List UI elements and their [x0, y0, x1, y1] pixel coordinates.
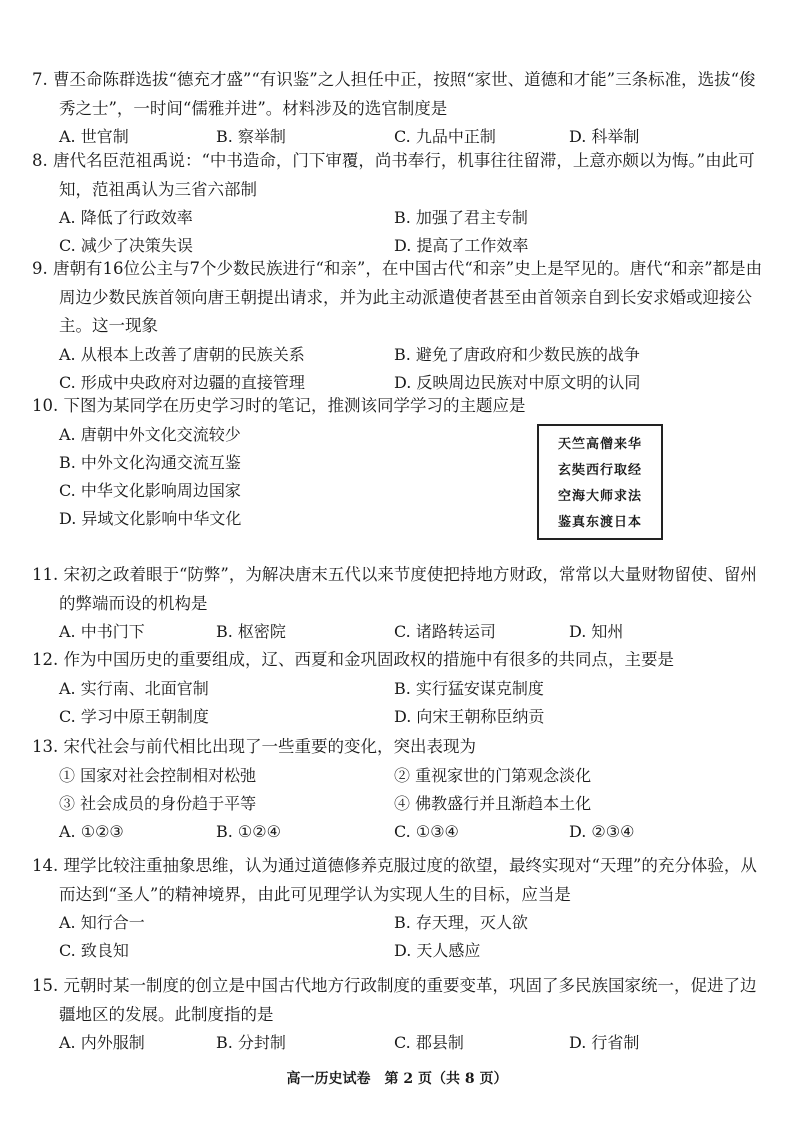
option-d: D. 科举制: [569, 127, 640, 146]
note-line: 鉴真东渡日本: [557, 515, 642, 530]
question-stem: 宋初之政着眼于“防弊”，为解决唐末五代以来节度使把持地方财政，常常以大量财物留使、留州的弊端而设的机构是: [59, 565, 757, 613]
option-b: B. ①②④: [216, 821, 281, 841]
option-c: C. 形成中央政府对边疆的直接管理: [59, 372, 305, 392]
option-d: D. ②③④: [569, 821, 635, 841]
question-number: 11.: [32, 565, 59, 584]
question-number: 10.: [32, 396, 59, 415]
option-a: A. 世官制: [59, 127, 129, 146]
question-13: [32, 733, 772, 846]
option-a: A. ①②③: [59, 821, 124, 841]
option-b: B. 分封制: [216, 1033, 286, 1052]
option-c: C. 九品中正制: [394, 127, 496, 146]
option-b: B. 加强了君主专制: [394, 208, 528, 227]
option-a: A. 唐朝中外文化交流较少: [59, 424, 241, 444]
page-footer: 高一历史试卷 第 2 页（共 8 页）: [286, 1071, 508, 1087]
options-row: [59, 618, 772, 646]
options-row-1: [59, 204, 772, 232]
option-a: A. 实行南、北面官制: [59, 678, 209, 698]
option-b: B. 察举制: [216, 127, 286, 146]
question-11: [32, 561, 772, 646]
question-number: 13.: [32, 737, 59, 756]
option-c: C. 学习中原王朝制度: [59, 706, 209, 726]
question-number: 14.: [32, 856, 59, 875]
statement-4: ④ 佛教盛行并且渐趋本土化: [394, 793, 592, 813]
option-d: D. 反映周边民族对中原文明的认同: [394, 372, 641, 392]
option-c: C. 诸路转运司: [394, 622, 496, 641]
option-d: D. 知州: [569, 622, 624, 641]
option-c: C. ①③④: [394, 821, 459, 841]
question-stem: 下图为某同学在历史学习时的笔记，推测该同学学习的主题应是: [63, 396, 526, 415]
options-row-1: [59, 341, 772, 369]
question-14: [32, 852, 772, 965]
options-row: [59, 1029, 772, 1057]
question-number: 7.: [32, 70, 48, 89]
options-row-1: [59, 909, 772, 937]
question-7: [32, 66, 772, 151]
note-line: 玄奘西行取经: [557, 463, 642, 478]
option-a: A. 知行合一: [59, 913, 145, 932]
options-column: [59, 421, 772, 533]
statement-1: ① 国家对社会控制相对松弛: [59, 765, 257, 785]
option-d: D. 向宋王朝称臣纳贡: [394, 706, 545, 726]
statement-row-2: [59, 790, 772, 818]
option-a: A. 中书门下: [59, 622, 145, 641]
options-row-2: [59, 937, 772, 965]
option-b: B. 枢密院: [216, 622, 286, 641]
option-d: D. 提高了工作效率: [394, 236, 529, 255]
note-line: 空海大师求法: [557, 489, 642, 504]
question-stem: 作为中国历史的重要组成，辽、西夏和金巩固政权的措施中有很多的共同点，主要是: [63, 650, 674, 669]
statement-3: ③ 社会成员的身份趋于平等: [59, 793, 257, 813]
question-stem: 元朝时某一制度的创立是中国古代地方行政制度的重要变革，巩固了多民族国家统一，促进了边疆地区的发展。此制度指的是: [59, 976, 757, 1024]
option-c: C. 郡县制: [394, 1033, 464, 1052]
question-stem: 唐朝有16位公主与7个少数民族进行“和亲”，在中国古代“和亲”史上是罕见的。唐代“和亲”都是由周边少数民族首领向唐王朝提出请求，并为此主动派遣使者甚至由首领亲自到长安求婚或迎接公主。这一现象: [53, 259, 763, 335]
option-d: D. 天人感应: [394, 941, 481, 960]
question-12: [32, 646, 772, 731]
option-d: D. 行省制: [569, 1033, 640, 1052]
statement-2: ② 重视家世的门第观念淡化: [394, 765, 592, 785]
question-15: [32, 972, 772, 1057]
option-b: B. 实行猛安谋克制度: [394, 678, 544, 698]
option-a: A. 内外服制: [59, 1033, 145, 1052]
note-line: 天竺高僧来华: [557, 437, 642, 452]
question-number: 9.: [32, 259, 48, 278]
option-c: C. 致良知: [59, 941, 129, 960]
option-c: C. 中华文化影响周边国家: [59, 480, 241, 500]
statement-row-1: [59, 762, 772, 790]
option-a: A. 降低了行政效率: [59, 208, 193, 227]
question-stem: 宋代社会与前代相比出现了一些重要的变化，突出表现为: [63, 737, 476, 756]
options-row-1: [59, 675, 772, 703]
question-number: 15.: [32, 976, 59, 995]
question-stem: 理学比较注重抽象思维，认为通过道德修养克服过度的欲望，最终实现对“天理”的充分体验，从而达到“圣人”的精神境界，由此可见理学认为实现人生的目标，应当是: [59, 856, 757, 904]
option-d: D. 异域文化影响中华文化: [59, 508, 242, 528]
option-b: B. 中外文化沟通交流互鉴: [59, 452, 241, 472]
option-b: B. 存天理，灭人欲: [394, 913, 528, 932]
question-number: 12.: [32, 650, 59, 669]
question-stem: 曹丕命陈群选拔“德充才盛”“有识鉴”之人担任中正，按照“家世、道德和才能”三条标准，选拔“俊秀之士”，一时间“儒雅并进”。材料涉及的选官制度是: [53, 70, 756, 118]
option-b: B. 避免了唐政府和少数民族的战争: [394, 344, 640, 364]
options-row-2: [59, 703, 772, 731]
question-stem: 唐代名臣范祖禹说：“中书造命，门下审覆，尚书奉行，机事往往留滞，上意亦颇以为悔。”由此可知，范祖禹认为三省六部制: [53, 151, 755, 199]
study-note-box: [537, 424, 663, 540]
question-8: [32, 147, 772, 260]
options-row: [59, 818, 772, 846]
question-9: [32, 255, 772, 397]
option-c: C. 减少了决策失误: [59, 236, 193, 255]
option-a: A. 从根本上改善了唐朝的民族关系: [59, 344, 305, 364]
question-number: 8.: [32, 151, 48, 170]
